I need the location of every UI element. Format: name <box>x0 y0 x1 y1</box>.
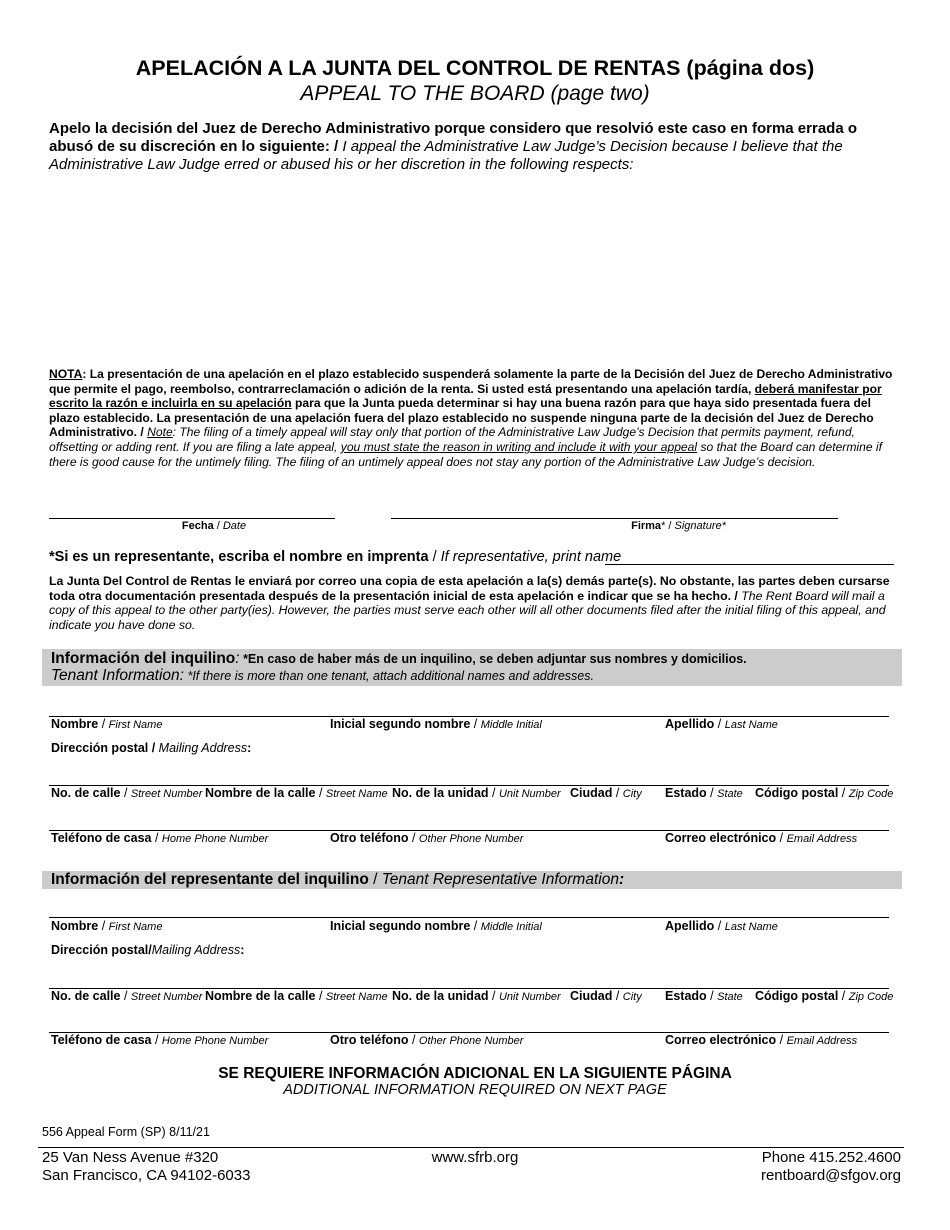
rep-mailing-address-label <box>51 943 244 957</box>
tenant-state-en: State <box>717 788 743 800</box>
rep-zip-es: Código postal <box>755 989 839 1003</box>
nota-es-2: para que la Junta pueda determinar si hay una buena razón para que haya sido presentada fuera del plazo establecido. La presentación de una apelación fuera del plazo establecido no suspende ninguna parte de la decisión del Juez de Derecho Administrativo. <box>49 396 874 440</box>
rep-mailing-slash: / <box>148 943 152 957</box>
rep-other-phone-slash: / <box>408 1033 419 1047</box>
rep-city-label <box>570 989 642 1003</box>
tenant-zip-es: Código postal <box>755 786 839 800</box>
tenant-mailing-colon: : <box>247 741 252 755</box>
tenant-unit-en: Unit Number <box>498 788 561 800</box>
signature-label-es: Firma <box>631 520 662 532</box>
intro-english: I appeal the Administrative Law Judge’s Decision because I believe that the Administrative Law Judge erred or abused his or her discretion in the following respects: <box>49 138 843 173</box>
nota-block <box>49 367 899 469</box>
tenant-note-es: *En caso de haber más de un inquilino, se deben adjuntar sus nombres y domicilios. <box>239 652 747 666</box>
rep-first-name-slash: / <box>98 919 109 933</box>
additional-info-es: SE REQUIERE INFORMACIÓN ADICIONAL EN LA SIGUIENTE PÁGINA <box>218 1065 732 1082</box>
tenant-home-phone-slash: / <box>151 831 162 845</box>
tenant-state-slash: / <box>706 786 718 800</box>
tenant-title-en: Tenant Information: <box>51 667 184 684</box>
tenant-info-heading-en <box>51 667 594 685</box>
rep-city-slash: / <box>612 989 623 1003</box>
tenant-middle-initial-label <box>330 717 542 731</box>
tenant-note-en: *If there is more than one tenant, attach additional names and addresses. <box>183 669 594 683</box>
rep-city-en: City <box>622 991 642 1003</box>
nota-en-1: : The filing of a timely appeal will stay only that portion of the Administrative Law Judge’s Decision that permits payment, refund, offsetting or adding rent. If you are filing a late appeal, <box>49 425 855 454</box>
tenant-mailing-slash: / <box>148 741 159 755</box>
tenant-street-name-en: Street Name <box>325 788 388 800</box>
tenant-middle-slash: / <box>470 717 481 731</box>
rep-info-heading <box>51 871 624 889</box>
rep-other-phone-label <box>330 1033 523 1047</box>
page-title: APELACIÓN A LA JUNTA DEL CONTROL DE RENTAS (página dos) <box>135 56 815 80</box>
rep-title-sep: / <box>368 871 382 888</box>
tenant-title-es: Información del inquilino <box>51 650 236 667</box>
tenant-home-phone-es: Teléfono de casa <box>51 831 152 845</box>
appeal-reasons-area[interactable] <box>49 180 899 360</box>
rep-zip-label <box>755 989 893 1003</box>
rep-zip-slash: / <box>838 989 849 1003</box>
nota-en-2: so that the Board can determine if there is good cause for the untimely filing. The filing of an untimely appeal does not stay any portion of the Administrative Law Judge’s decision. <box>49 439 882 469</box>
nota-separator: / <box>137 425 148 440</box>
signature-slash: / <box>665 520 675 532</box>
rep-other-phone-en: Other Phone Number <box>418 1035 524 1047</box>
tenant-email-slash: / <box>776 831 787 845</box>
tenant-city-label <box>570 786 642 800</box>
date-slash: / <box>213 520 223 532</box>
rep-mailing-colon: : <box>240 943 245 957</box>
rep-street-num-slash: / <box>120 989 131 1003</box>
signature-asterisk-en: * <box>721 520 726 532</box>
nota-en-underline: you must state the reason in writing and include it with your appeal <box>340 439 698 454</box>
rep-street-number-label <box>51 989 202 1003</box>
tenant-city-es: Ciudad <box>570 786 613 800</box>
page-subtitle: APPEAL TO THE BOARD (page two) <box>300 82 650 105</box>
rep-last-en: Last Name <box>724 921 778 933</box>
rep-last-slash: / <box>714 919 725 933</box>
rep-title-colon: : <box>618 871 625 888</box>
tenant-unit-slash: / <box>488 786 499 800</box>
rep-email-slash: / <box>776 1033 787 1047</box>
rep-unit-slash: / <box>488 989 499 1003</box>
tenant-last-slash: / <box>714 717 725 731</box>
rep-name-line[interactable] <box>49 917 889 918</box>
tenant-middle-es: Inicial segundo nombre <box>330 717 471 731</box>
rep-last-name-label <box>665 919 778 933</box>
tenant-last-es: Apellido <box>665 717 715 731</box>
tenant-mailing-en: Mailing Address <box>158 741 248 755</box>
rep-street-num-es: No. de calle <box>51 989 121 1003</box>
tenant-street-num-en: Street Number <box>130 788 203 800</box>
rep-city-es: Ciudad <box>570 989 613 1003</box>
tenant-other-phone-en: Other Phone Number <box>418 833 524 845</box>
tenant-street-num-slash: / <box>120 786 131 800</box>
rep-street-name-es: Nombre de la calle <box>205 989 316 1003</box>
rep-middle-slash: / <box>470 919 481 933</box>
tenant-other-phone-label <box>330 831 523 845</box>
note-label: Note <box>147 425 173 440</box>
tenant-mailing-address-label <box>51 741 251 755</box>
nota-es-underline: deberá manifestar por escrito la razón e incluirla en su apelación <box>49 381 882 411</box>
tenant-state-label <box>665 786 743 800</box>
rep-first-name-en: First Name <box>108 921 163 933</box>
footer-divider <box>38 1147 904 1148</box>
service-notice <box>49 574 899 632</box>
notice-es: La Junta Del Control de Rentas le enviará por correo una copia de esta apelación a la(s) demás parte(s). No obstante, las partes deben cursarse toda otra documentación presentada después de la presentación inicial de esta apelación e indicar que se ha hecho. / <box>49 574 890 603</box>
form-id: 556 Appeal Form (SP) 8/11/21 <box>42 1125 210 1139</box>
tenant-zip-en: Zip Code <box>848 788 894 800</box>
rep-zip-en: Zip Code <box>848 991 894 1003</box>
tenant-city-slash: / <box>612 786 623 800</box>
tenant-unit-label <box>392 786 561 800</box>
rep-middle-es: Inicial segundo nombre <box>330 919 471 933</box>
tenant-home-phone-en: Home Phone Number <box>161 833 269 845</box>
rep-unit-label <box>392 989 561 1003</box>
representative-es: *Si es un representante, escriba el nombre en imprenta <box>49 549 429 565</box>
tenant-home-phone-label <box>51 831 268 845</box>
rep-street-name-en: Street Name <box>325 991 388 1003</box>
tenant-email-en: Email Address <box>786 833 858 845</box>
tenant-other-phone-es: Otro teléfono <box>330 831 409 845</box>
footer-phone: Phone 415.252.4600 <box>761 1149 901 1166</box>
rep-unit-es: No. de la unidad <box>392 989 489 1003</box>
rep-other-phone-es: Otro teléfono <box>330 1033 409 1047</box>
date-line[interactable] <box>49 518 335 519</box>
tenant-zip-slash: / <box>838 786 849 800</box>
signature-label <box>391 520 950 532</box>
tenant-middle-en: Middle Initial <box>480 719 542 731</box>
representative-name-input[interactable] <box>605 564 894 565</box>
tenant-email-es: Correo electrónico <box>665 831 777 845</box>
tenant-state-es: Estado <box>665 786 707 800</box>
tenant-street-num-es: No. de calle <box>51 786 121 800</box>
tenant-mailing-es: Dirección postal <box>51 741 149 755</box>
tenant-street-name-es: Nombre de la calle <box>205 786 316 800</box>
rep-state-label <box>665 989 743 1003</box>
tenant-unit-es: No. de la unidad <box>392 786 489 800</box>
representative-name-label: *Si es un representante, escriba el nombre en imprenta / If representative, print name <box>49 549 622 565</box>
notice-en: The Rent Board will mail a copy of this appeal to the other party(ies). However, the parties must serve each other will all other documents filed after the initial filing of this appeal, and indicate you have done so. <box>49 588 886 632</box>
rep-street-name-label <box>205 989 388 1003</box>
rep-email-es: Correo electrónico <box>665 1033 777 1047</box>
intro-spanish: Apelo la decisión del Juez de Derecho Administrativo porque considero que resolvió este caso en forma errada o abusó de su discreción en lo siguiente: / <box>49 120 858 155</box>
tenant-other-phone-slash: / <box>408 831 419 845</box>
rep-last-es: Apellido <box>665 919 715 933</box>
footer-address-line-2: San Francisco, CA 94102-6033 <box>42 1167 251 1184</box>
nota-label: NOTA <box>49 367 83 381</box>
tenant-last-name-label <box>665 717 778 731</box>
date-label-en: Date <box>222 520 247 532</box>
signature-asterisk: * <box>661 520 666 532</box>
rep-title-en: Tenant Representative Information <box>381 871 619 888</box>
rep-state-en: State <box>717 991 743 1003</box>
signature-label-en: Signature <box>674 520 722 532</box>
rep-home-phone-en: Home Phone Number <box>161 1035 269 1047</box>
rep-middle-en: Middle Initial <box>480 921 542 933</box>
date-label-es: Fecha <box>181 520 214 532</box>
tenant-last-en: Last Name <box>724 719 778 731</box>
tenant-city-en: City <box>622 788 642 800</box>
tenant-info-heading-es <box>51 650 747 668</box>
signature-line[interactable] <box>391 518 838 519</box>
date-label <box>49 520 379 532</box>
additional-info-en: ADDITIONAL INFORMATION REQUIRED ON NEXT PAGE <box>283 1082 667 1098</box>
nota-es-1: : La presentación de una apelación en el plazo establecido suspenderá solamente la parte de la Decisión del Juez de Derecho Administrativo que permite el pago, reembolso, contrarreclamación o adición de la renta. Si usted está presentando una apelación tardía, <box>49 367 893 396</box>
rep-first-name-label <box>51 919 162 933</box>
rep-first-name-es: Nombre <box>51 919 99 933</box>
appeal-reasons-prompt <box>49 120 899 174</box>
rep-mailing-en: Mailing Address <box>151 943 241 957</box>
rep-email-label <box>665 1033 857 1047</box>
rep-unit-en: Unit Number <box>498 991 561 1003</box>
tenant-first-name-es: Nombre <box>51 717 99 731</box>
tenant-street-name-slash: / <box>315 786 326 800</box>
tenant-zip-label <box>755 786 893 800</box>
footer-address-line-1: 25 Van Ness Avenue #320 <box>42 1149 219 1166</box>
rep-mailing-es: Dirección postal <box>51 943 149 957</box>
rep-home-phone-es: Teléfono de casa <box>51 1033 152 1047</box>
footer-website[interactable]: www.sfrb.org <box>431 1149 519 1166</box>
tenant-street-number-label <box>51 786 202 800</box>
tenant-street-name-label <box>205 786 388 800</box>
rep-street-num-en: Street Number <box>130 991 203 1003</box>
tenant-email-label <box>665 831 857 845</box>
rep-home-phone-slash: / <box>151 1033 162 1047</box>
rep-home-phone-label <box>51 1033 268 1047</box>
rep-middle-initial-label <box>330 919 542 933</box>
rep-street-name-slash: / <box>315 989 326 1003</box>
rep-state-slash: / <box>706 989 718 1003</box>
tenant-first-name-en: First Name <box>108 719 163 731</box>
tenant-first-name-slash: / <box>98 717 109 731</box>
tenant-first-name-label <box>51 717 162 731</box>
tenant-title-colon: : <box>235 650 240 667</box>
footer-email[interactable]: rentboard@sfgov.org <box>760 1167 901 1184</box>
rep-email-en: Email Address <box>786 1035 858 1047</box>
rep-title-es: Información del representante del inquilino <box>51 871 369 888</box>
representative-en: If representative, print name <box>440 549 622 565</box>
rep-state-es: Estado <box>665 989 707 1003</box>
